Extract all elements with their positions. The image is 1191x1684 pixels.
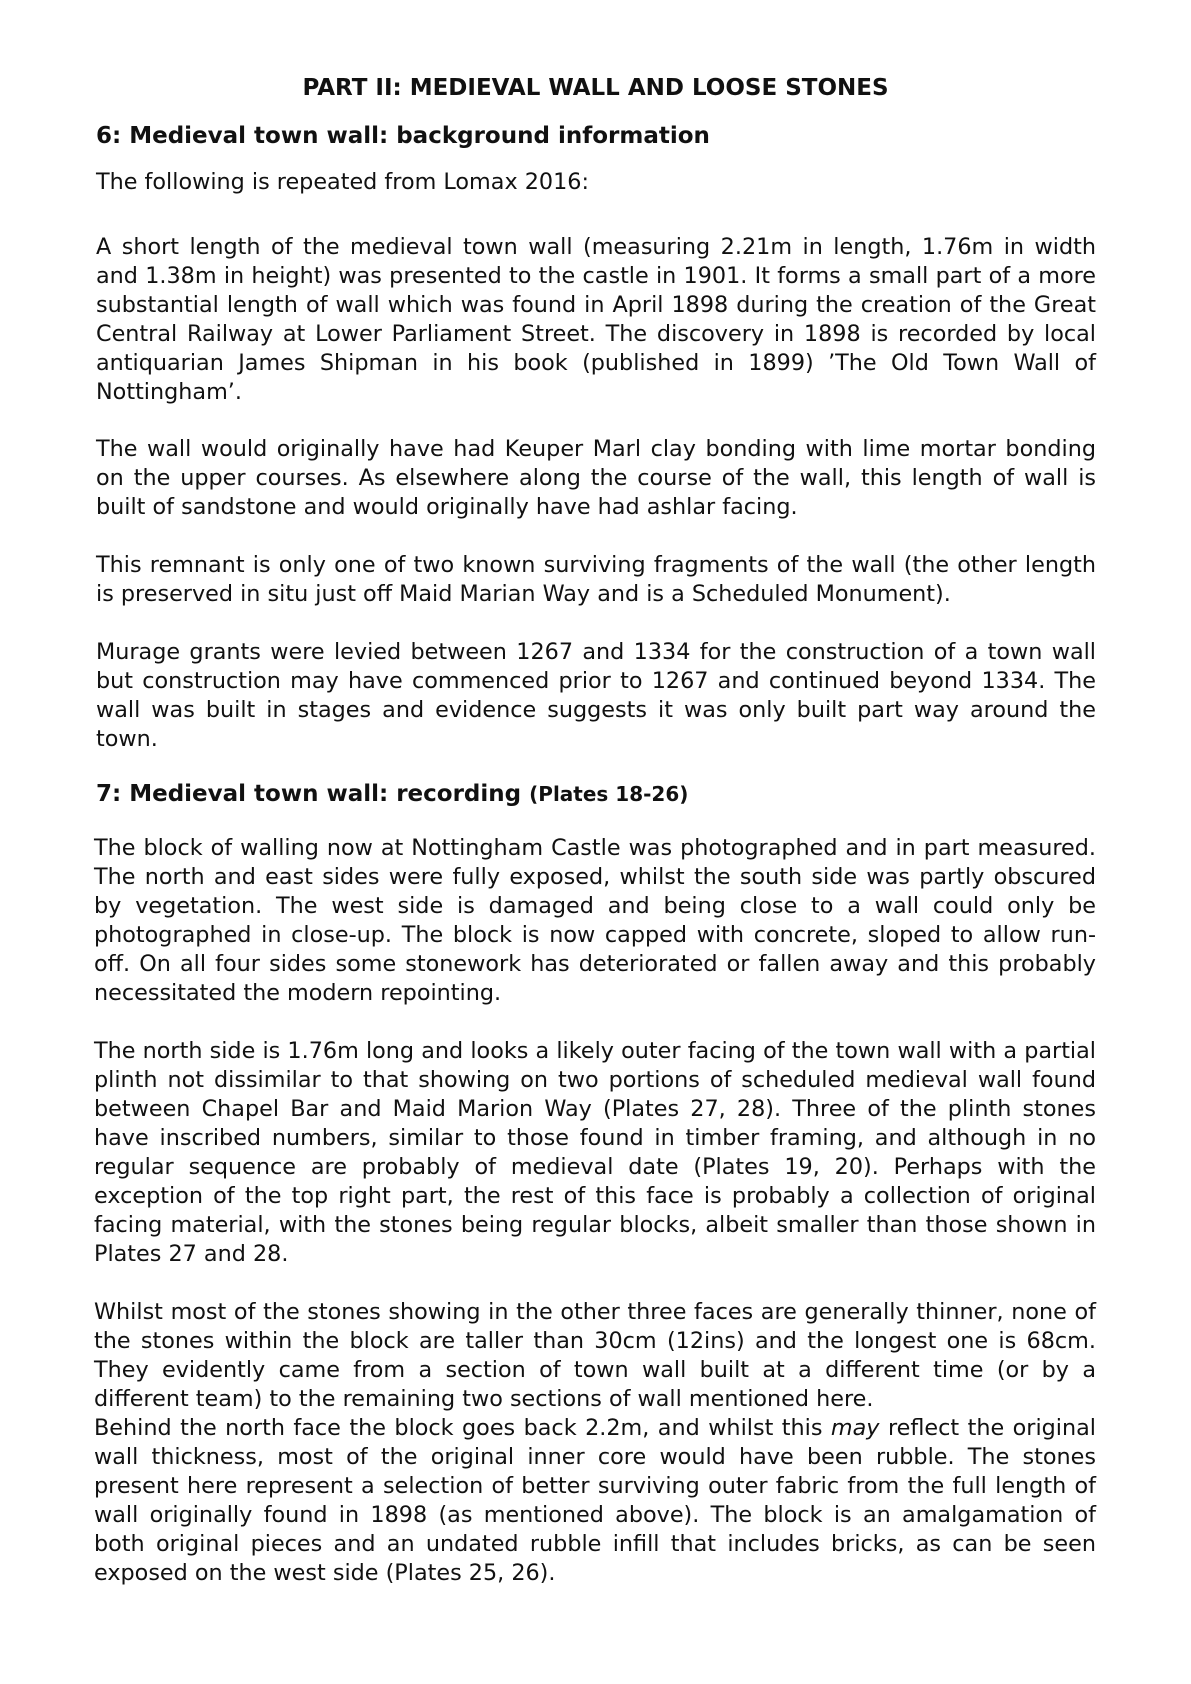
section-6-paragraph-3: This remnant is only one of two known surviving fragments of the wall (the other length is preserved in situ just off Maid Marian Way and is a Scheduled Monument). bbox=[96, 552, 1096, 607]
section-6-heading: 6: Medieval town wall: background information bbox=[96, 123, 710, 149]
paragraph-4-text-b: reflect the original wall thickness, most of the original inner core would have been rubble. The stones present here represent a selection of better surviving outer fabric from the full length of wall originally found in 1898 (as mentioned above). The block is an amalgamation of both original pieces and an undated rubble infill that includes bricks, as can be seen exposed on the west side (Plates 25, 26). bbox=[94, 1415, 1096, 1586]
section-6-paragraph-4: Murage grants were levied between 1267 and 1334 for the construction of a town wall but construction may have commenced prior to 1267 and continued beyond 1334. The wall was built in stages and evidence suggests it was only built part way around the town. bbox=[96, 639, 1096, 752]
paragraph-4-italic-word: may bbox=[830, 1415, 880, 1441]
section-7-paragraph-1: The block of walling now at Nottingham Castle was photographed and in part measured. The north and east sides were fully exposed, whilst the south side was partly obscured by vegetation. The west side is damaged and being close to a wall could only be photographed in close-up. The block is now capped with concrete, sloped to allow run-off. On all four sides some stonework has deteriorated or fallen away and this probably necessitated the modern repointing. bbox=[94, 835, 1096, 1006]
section-7-paragraph-3: Whilst most of the stones showing in the other three faces are generally thinner, none of the stones within the block are taller than 30cm (12ins) and the longest one is 68cm. They evidently came from a section of town wall built at a different time (or by a different team) to the remaining two sections of wall mentioned here. bbox=[94, 1299, 1096, 1412]
section-7-heading bbox=[96, 780, 688, 808]
section-7-plates-reference: (Plates 18-26) bbox=[529, 782, 689, 806]
paragraph-4-text-a: Behind the north face the block goes back 2.2m, and whilst this bbox=[94, 1415, 831, 1441]
section-7-paragraph-2: The north side is 1.76m long and looks a likely outer facing of the town wall with a partial plinth not dissimilar to that showing on two portions of scheduled medieval wall found between Chapel Bar and Maid Marion Way (Plates 27, 28). Three of the plinth stones have inscribed numbers, similar to those found in timber framing, and although in no regular sequence are probably of medieval date (Plates 19, 20). Perhaps with the exception of the top right part, the rest of this face is probably a collection of original facing material, with the stones being regular blocks, albeit smaller than those shown in Plates 27 and 28. bbox=[94, 1038, 1096, 1267]
section-7-heading-text: 7: Medieval town wall: recording bbox=[96, 781, 522, 807]
section-7-paragraph-4 bbox=[94, 1414, 1096, 1588]
part-title: PART II: MEDIEVAL WALL AND LOOSE STONES bbox=[302, 75, 889, 101]
section-6-paragraph-1: A short length of the medieval town wall (measuring 2.21m in length, 1.76m in width and 1.38m in height) was presented to the castle in 1901. It forms a small part of a more substantial length of wall which was found in April 1898 during the creation of the Great Central Railway at Lower Parliament Street. The discovery in 1898 is recorded by local antiquarian James Shipman in his book (published in 1899) ’The Old Town Wall of Nottingham’. bbox=[96, 234, 1096, 405]
section-6-intro: The following is repeated from Lomax 2016: bbox=[96, 169, 589, 195]
section-6-paragraph-2: The wall would originally have had Keuper Marl clay bonding with lime mortar bonding on the upper courses. As elsewhere along the course of the wall, this length of wall is built of sandstone and would originally have had ashlar facing. bbox=[96, 436, 1096, 520]
